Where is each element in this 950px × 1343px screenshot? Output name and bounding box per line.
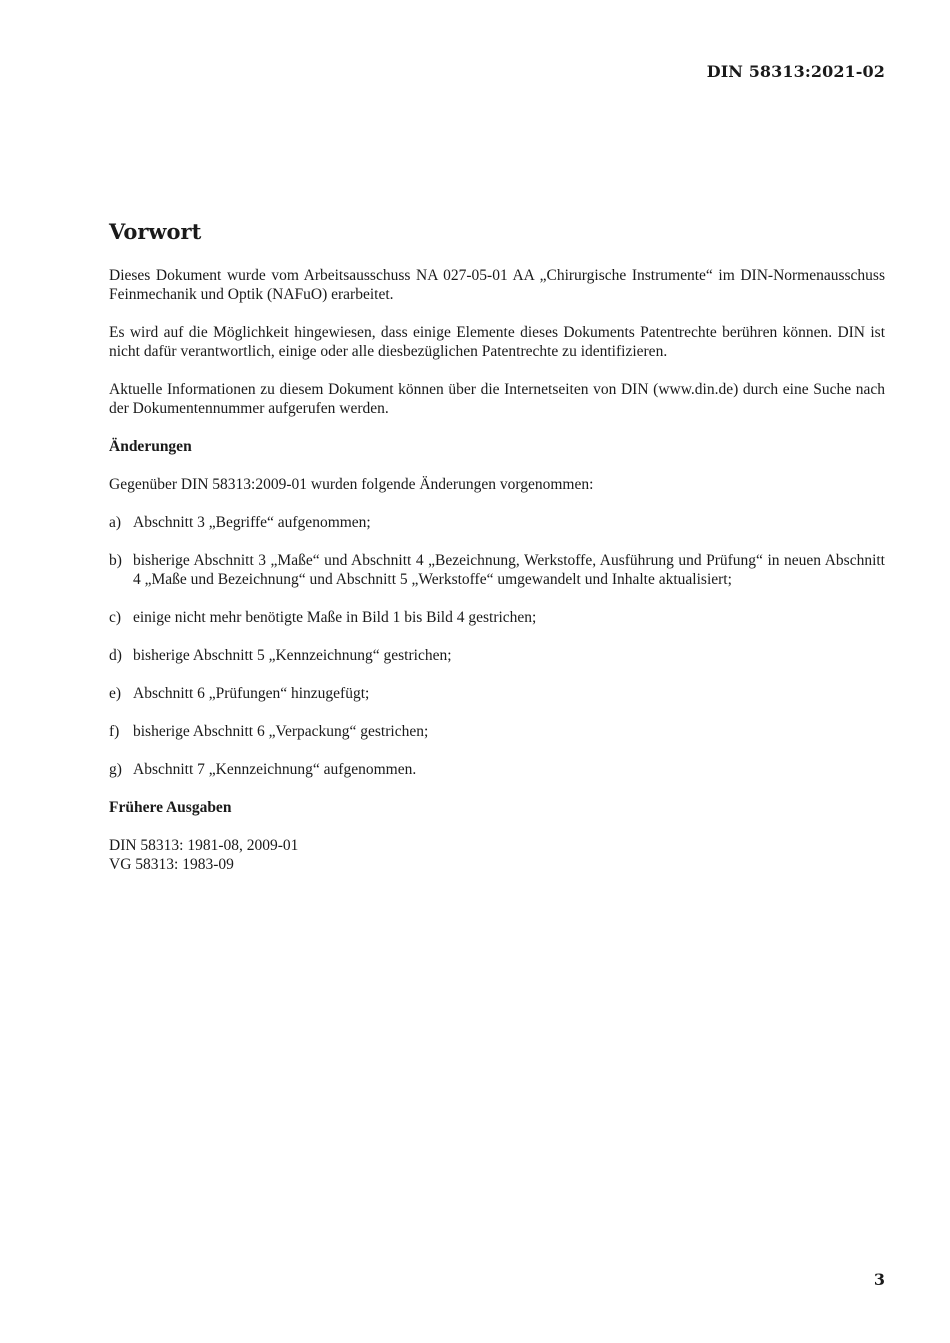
list-item — [109, 722, 885, 741]
paragraph-current-info: Aktuelle Informationen zu diesem Dokument können über die Internetseiten von DIN (www.din.de) durch eine Suche nach der Dokumentennummer aufgerufen werden. — [109, 381, 885, 417]
list-item-text: Abschnitt 3 „Begriffe“ aufgenommen; — [133, 514, 371, 531]
list-item — [109, 684, 885, 703]
foreword-section — [109, 217, 885, 874]
section-title: Vorwort — [109, 219, 202, 244]
list-marker: b) — [109, 552, 122, 569]
list-item-text: Abschnitt 6 „Prüfungen“ hinzugefügt; — [133, 685, 370, 702]
list-item — [109, 513, 885, 532]
list-item — [109, 646, 885, 665]
list-item — [109, 608, 885, 627]
list-item-text: bisherige Abschnitt 5 „Kennzeichnung“ gestrichen; — [133, 647, 452, 664]
edition-line: DIN 58313: 1981-08, 2009-01 — [109, 837, 299, 854]
paragraph-committee: Dieses Dokument wurde vom Arbeitsausschuss NA 027-05-01 AA „Chirurgische Instrumente“ im DIN-Normenausschuss Feinmechanik und Optik (NAFuO) erarbeitet. — [109, 267, 885, 303]
list-item-text: Abschnitt 7 „Kennzeichnung“ aufgenommen. — [133, 761, 417, 778]
list-marker: f) — [109, 723, 120, 740]
list-item — [109, 551, 885, 589]
paragraph-patent-notice: Es wird auf die Möglichkeit hingewiesen, dass einige Elemente dieses Dokuments Patentrechte berühren können. DIN ist nicht dafür verantwortlich, einige oder alle diesbezüglichen Patentrechte zu identifizieren. — [109, 324, 885, 360]
previous-editions-list — [109, 836, 885, 874]
list-marker: c) — [109, 609, 122, 626]
list-item-text: bisherige Abschnitt 3 „Maße“ und Abschnitt 4 „Bezeichnung, Werkstoffe, Ausführung und Prüfung“ in neuen Abschnitt 4 „Maße und Bezeichnung“ und Abschnitt 5 „Werkstoffe“ umgewandelt und Inhalte aktualisiert; — [133, 552, 885, 588]
changes-intro: Gegenüber DIN 58313:2009-01 wurden folgende Änderungen vorgenommen: — [109, 476, 594, 493]
changes-heading: Änderungen — [109, 438, 192, 455]
edition-line: VG 58313: 1983-09 — [109, 856, 234, 873]
list-item-text: einige nicht mehr benötigte Maße in Bild 1 bis Bild 4 gestrichen; — [133, 609, 537, 626]
changes-list — [109, 513, 885, 779]
list-marker: d) — [109, 647, 122, 664]
document-id: DIN 58313:2021-02 — [706, 62, 885, 81]
list-marker: g) — [109, 761, 122, 778]
list-item-text: bisherige Abschnitt 6 „Verpackung“ gestrichen; — [133, 723, 429, 740]
list-marker: a) — [109, 514, 122, 531]
previous-editions-heading: Frühere Ausgaben — [109, 799, 232, 816]
page-number: 3 — [873, 1270, 885, 1289]
list-marker: e) — [109, 685, 122, 702]
list-item — [109, 760, 885, 779]
